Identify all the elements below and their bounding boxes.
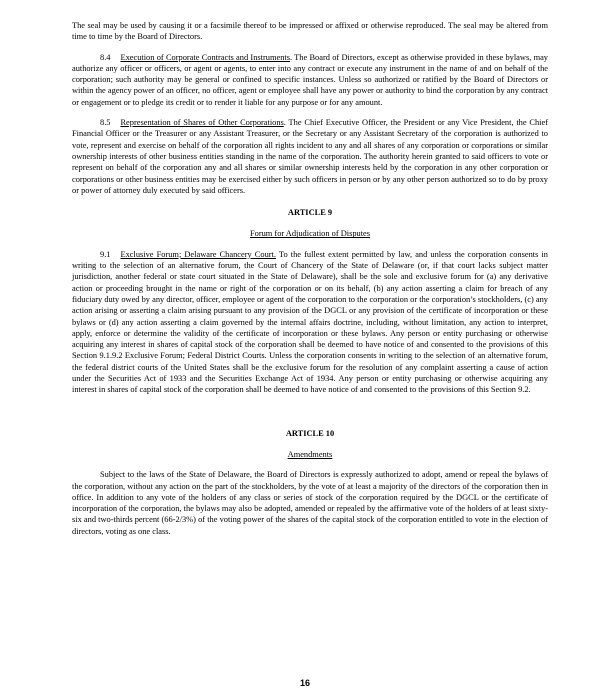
article-9-title: ARTICLE 9 [287,208,333,218]
section-8-5 [72,117,548,196]
section-9-1 [72,249,548,396]
section-number: 9.1 [100,249,111,259]
section-body: . The Board of Directors, except as otherwise provided in these bylaws, may authorize any officer or officers, or agent or agents, to enter into any contract or execute any instrument in the name of and on behalf of the corporation; such authority may be general or confined to specific instances. Unless so authorized or ratified by the Board of Directors or within the agency power of an officer, no officer, agent or employee shall have any power or authority to bind the corporation by any contract or engagement or to pledge its credit or to render it liable for any purpose or for any amount. [72,52,548,107]
seal-paragraph: The seal may be used by causing it or a facsimile thereof to be impressed or affixed or otherwise reproduced. The seal may be altered from time to time by the Board of Directors. [72,21,548,42]
article-9-subtitle: Forum for Adjudication of Disputes [249,229,371,239]
section-heading: Representation of Shares of Other Corporations [120,118,284,128]
section-number: 8.4 [100,52,111,62]
section-body: . The Chief Executive Officer, the President or any Vice President, the Chief Financial Officer or the Treasurer or any Assistant Treasurer, or the Secretary or any Assistant Secretary of the corporation is authorized to vote, represent and exercise on behalf of the corporation all rights incident to any and all shares of any corporation or corporations or similar ownership interests of other business entities standing in the name of the corporation. The authority herein granted to said officers to vote or represent on behalf of the corporation any and all shares or similar ownership interests held by the corporation in any other corporation or corporations or other business entities may be exercised either by such officers in person or by any other person authorized so to do by proxy or power of attorney duly executed by said officers. [72,118,548,195]
article-10-body: Subject to the laws of the State of Delaware, the Board of Directors is expressly authorized to adopt, amend or repeal the bylaws of the corporation, without any action on the part of the stockholders, by the vote of at least a majority of the directors of the corporation then in office. In addition to any vote of the holders of any class or series of stock of the corporation required by the DGCL or the certificate of incorporation of the corporation, the bylaws may also be adopted, amended or repealed by the affirmative vote of the holders of at least sixty-six and two-thirds percent (66-2/3%) of the voting power of the shares of the capital stock of the corporation entitled to vote in the election of directors, voting as one class. [72,470,548,536]
section-heading: Exclusive Forum; Delaware Chancery Court. [120,249,276,259]
section-body: To the fullest extent permitted by law, and unless the corporation consents in writing to the selection of an alternative forum, the Court of Chancery of the State of Delaware (or, if that court lacks subject matter jurisdiction, another federal or state court situated in the State of Delaware), shall be the sole and exclusive forum for (a) any derivative action or proceeding brought in the name or right of the corporation or on its behalf, (b) any action asserting a claim for breach of any fiduciary duty owed by any director, officer, employee or agent of the corporation to the corporation or the corporation’s stockholders, (c) any action arising or asserting a claim arising pursuant to any provision of the DGCL or any provision of the certificate of incorporation or these bylaws or (d) any action asserting a claim governed by the internal affairs doctrine, including, without limitation, any action to interpret, apply, enforce or determine the validity of the certificate of incorporation or these bylaws. Any person or entity purchasing or otherwise acquiring any interest in shares of capital stock of the corporation shall be deemed to have notice of and consented to the provisions of this Section 9.1.9.2 Exclusive Forum; Federal District Courts. Unless the corporation consents in writing to the selection of an alternative forum, the federal district courts of the United States shall be the exclusive forum for the resolution of any complaint asserting a cause of action under the Securities Act of 1933 and the Securities Exchange Act of 1934. Any person or entity purchasing or otherwise acquiring any interest in shares of capital stock of the corporation shall be deemed to have notice of and consented to the provisions of this Section 9.2. [72,249,548,395]
spacer [72,405,548,417]
article-10-subtitle: Amendments [287,449,333,459]
section-number: 8.5 [100,118,111,128]
article-10-title: ARTICLE 10 [285,428,335,438]
page-number: 16 [299,678,310,688]
document-page [72,20,548,546]
section-heading: Execution of Corporate Contracts and Instruments [120,52,290,62]
section-8-4 [72,52,548,108]
